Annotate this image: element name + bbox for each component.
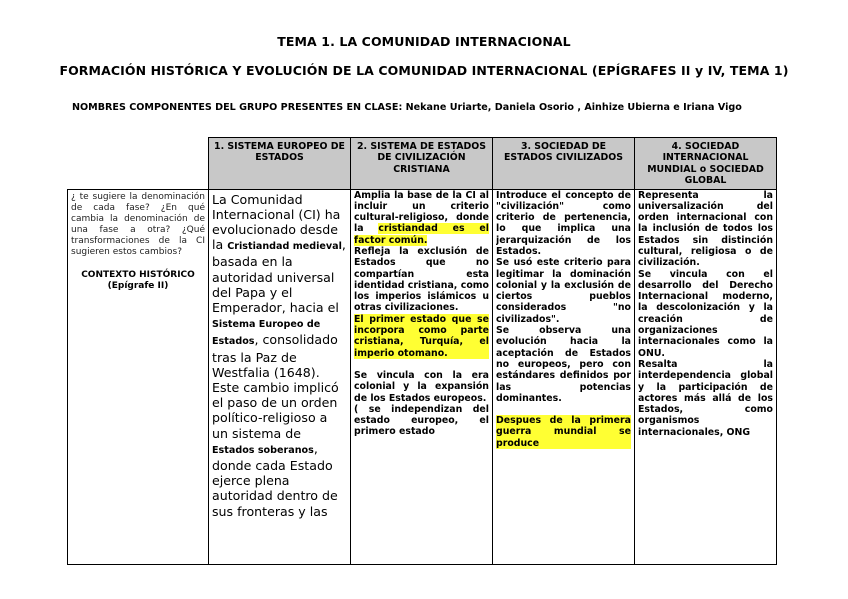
text-segment: Amplia la base de la CI al incluir un criterio cultural-religioso, donde la: [354, 189, 489, 235]
paragraph: Resalta la interdependencia global y la participación de actores más allá de los Estados, como organismos internacionales, ONG: [638, 358, 773, 438]
highlighted-text: cristiandad es el factor común.: [354, 223, 489, 246]
term-estados-soberanos: Estados soberanos: [212, 444, 314, 456]
paragraph: Se vincula con el desarrollo del Derecho Internacional moderno, la descolonización y la creación de organizaciones internacionales como la ONU.: [638, 268, 773, 359]
highlighted-paragraph: Despues de la primera guerra mundial se produce: [496, 415, 631, 449]
header-empty-cell: [68, 138, 209, 190]
header-civilizacion-cristiana: 2. SISTEMA DE ESTADOS DE CIVILIZACIÓN CRISTIANA: [351, 138, 493, 190]
text-segment: , donde cada Estado ejerce plena autoridad dentro de sus fronteras y las: [212, 440, 338, 519]
term-sistema-europeo: Sistema Europeo de Estados: [212, 319, 321, 348]
group-members: NOMBRES COMPONENTES DEL GRUPO PRESENTES EN CLASE: Nekane Uriarte, Daniela Osorio , Ainhize Ubierna e Iriana Vigo: [72, 102, 742, 113]
paragraph: Se usó este criterio para legitimar la dominación colonial y la exclusión de ciertos pueblos considerados "no civilizados".: [496, 257, 631, 325]
row-question: ¿ te sugiere la denominación de cada fase? ¿En qué cambia la denominación de una fase a otra? ¿Qué transformaciones de la CI sugieren estos cambios?: [71, 191, 205, 257]
paragraph: Representa la universalización del orden internacional con la inclusión de todos los Estados sin distinción cultural, religiosa o de civilización.: [638, 189, 773, 269]
header-sistema-europeo: 1. SISTEMA EUROPEO DE ESTADOS: [209, 138, 351, 190]
paragraph: Se vincula con la era colonial y la expansión de los Estados europeos.: [354, 369, 489, 404]
highlighted-paragraph: El primer estado que se incorpora como parte cristiana, Turquía, el imperio otomano.: [354, 313, 489, 359]
term-cristiandad: Cristiandad medieval: [227, 241, 342, 253]
phases-table: [67, 137, 777, 565]
cell-sociedad-global: [635, 189, 777, 564]
document-subtitle: FORMACIÓN HISTÓRICA Y EVOLUCIÓN DE LA COMUNIDAD INTERNACIONAL (EPÍGRAFES II y IV, TEMA 1): [59, 63, 789, 78]
paragraph: Se observa una evolución hacia la aceptación de Estados no europeos, pero con estándares definidos por las potencias dominantes.: [496, 325, 631, 404]
text-segment: , basada en la autoridad universal del Papa y el Emperador, hacia el: [212, 237, 346, 315]
row-label-cell: [68, 189, 209, 564]
table-row: [68, 189, 777, 564]
row-context-label: CONTEXTO HISTÓRICO (Epígrafe II): [81, 269, 195, 291]
paragraph: Refleja la exclusión de Estados que no compartían esta identidad cristiana, como los imperios islámicos u otras civilizaciones.: [354, 245, 489, 314]
header-estados-civilizados: 3. SOCIEDAD DE ESTADOS CIVILIZADOS: [493, 138, 635, 190]
table-header-row: [68, 138, 777, 190]
paragraph: Introduce el concepto de "civilización" como criterio de pertenencia, lo que implica una jerarquización de los Estados.: [496, 189, 631, 257]
cell-sistema-europeo: [209, 189, 351, 564]
text-segment: La Comunidad Internacional (CI) ha evolucionado desde la: [212, 191, 341, 253]
text-segment: , consolidado tras la Paz de Westfalia (1648). Este cambio implicó el paso de un orden político-religioso a un sistema de: [212, 332, 339, 441]
cell-estados-civilizados: [493, 189, 635, 564]
paragraph: ( se independizan del estado europeo, el primero estado: [354, 403, 489, 438]
document-title: TEMA 1. LA COMUNIDAD INTERNACIONAL: [277, 34, 571, 49]
header-sociedad-global: 4. SOCIEDAD INTERNACIONAL MUNDIAL o SOCIEDAD GLOBAL: [635, 138, 777, 190]
paragraph: [354, 190, 489, 246]
cell-civilizacion-cristiana: [351, 189, 493, 564]
